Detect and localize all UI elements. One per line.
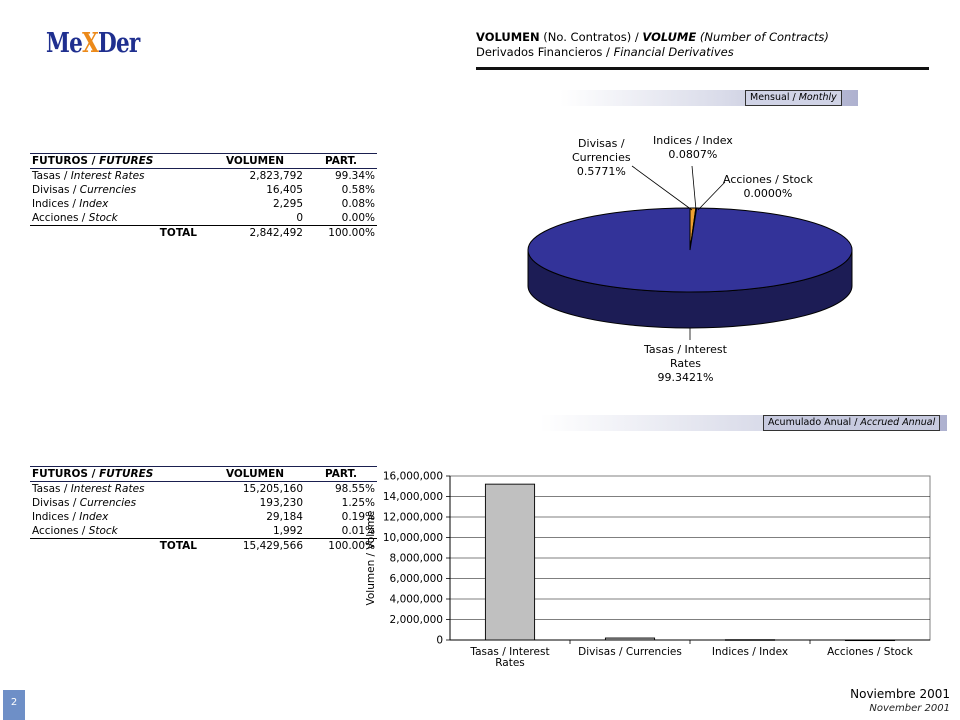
table-row: Acciones / Stock 1,992 0.01% [32,525,375,537]
y-tick-label: 12,000,000 [382,511,443,524]
col-part-header: PART. [305,154,377,169]
pie-label-interest-rates: Tasas / Interest Rates 99.3421% [644,343,727,384]
monthly-futures-table [30,153,377,240]
header-rule [476,67,929,70]
pie-label-stock: Acciones / Stock 0.0000% [723,173,813,200]
table-total-row: TOTAL 15,429,566 100.00% [30,539,377,554]
bar [845,640,894,641]
y-tick-label: 14,000,000 [382,491,443,503]
col-futures-header: FUTUROS / FUTURES [30,467,205,482]
table-row: Tasas / Interest Rates 2,823,792 99.34% [32,170,375,182]
pie-leader-stock [698,182,725,210]
table-total-row: TOTAL 2,842,492 100.00% [30,226,377,241]
annual-bar-chart [362,462,952,678]
y-tick-label: 0 [436,634,443,647]
header-line-1: VOLUMEN (No. Contratos) / VOLUME (Number of Contracts) [476,30,829,44]
pie-label-currencies: Divisas / Currencies 0.5771% [572,137,631,178]
page-number: 2 [3,690,25,720]
pie-leader-currencies [632,166,692,210]
pie-slice-interest-rates [528,208,852,292]
table-row: Indices / Index 2,295 0.08% [32,198,375,210]
header-line-2: Derivados Financieros / Financial Derivatives [476,45,734,59]
footer-month-en: November 2001 [869,703,950,714]
table-header-row [30,467,377,482]
y-tick-label: 8,000,000 [389,552,443,565]
x-tick-label: Rates [495,657,525,669]
page-header [476,30,829,60]
table-row: Tasas / Interest Rates 15,205,160 98.55% [32,483,375,495]
col-part-header: PART. [305,467,377,482]
annual-futures-table [30,466,377,553]
col-futures-header: FUTUROS / FUTURES [30,154,205,169]
x-tick-label: Indices / Index [711,646,789,658]
bar [725,640,774,641]
y-tick-label: 16,000,000 [382,470,443,483]
table-header-row [30,154,377,169]
y-tick-label: 6,000,000 [389,573,443,585]
table-row: Acciones / Stock 0 0.00% [32,212,375,224]
x-tick-label: Tasas / Interest [470,646,550,658]
bar [485,484,534,640]
y-tick-label: 2,000,000 [389,614,443,626]
y-axis-label: Volumen / Volume [365,510,377,606]
mexder-logo: MeXDer [46,28,140,59]
y-tick-label: 4,000,000 [389,593,443,606]
table-row: Divisas / Currencies 193,230 1.25% [32,497,375,509]
annual-banner-label: Acumulado Anual / Accrued Annual [763,415,940,431]
pie-label-index: Indices / Index 0.0807% [653,134,733,161]
monthly-banner-label: Mensual / Monthly [745,90,842,106]
table-row: Divisas / Currencies 16,405 0.58% [32,184,375,196]
pie-leader-index [692,166,696,210]
table-row: Indices / Index 29,184 0.19% [32,511,375,523]
monthly-pie-chart [520,130,860,360]
footer-month-es: Noviembre 2001 [850,687,950,701]
x-tick-label: Divisas / Currencies [578,646,682,658]
col-volume-header: VOLUMEN [205,467,305,482]
y-tick-label: 10,000,000 [382,532,443,544]
col-volume-header: VOLUMEN [205,154,305,169]
bar [605,638,654,640]
x-tick-label: Acciones / Stock [827,646,913,658]
